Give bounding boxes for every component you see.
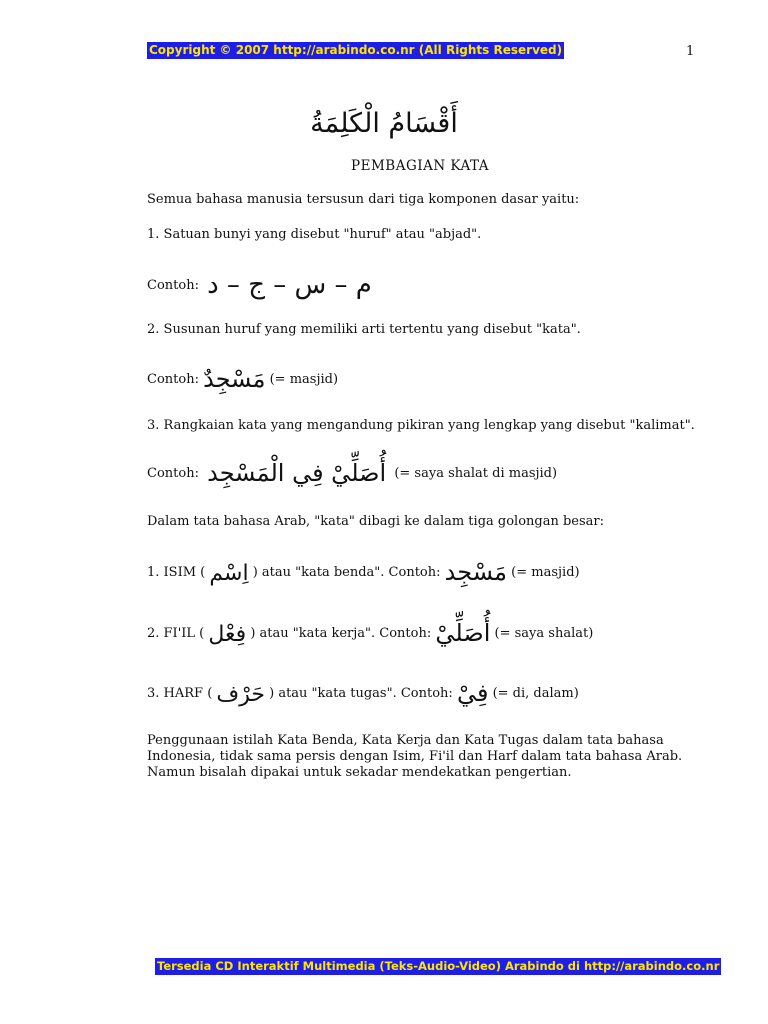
isim-arabic: اِسْم [209,561,249,586]
arabic-title: أَقْسَامُ الْكَلِمَةُ [310,108,458,139]
page-title: PEMBAGIAN KATA [351,158,489,174]
item-3-example [147,459,557,487]
footer-banner: Tersedia CD Interaktif Multimedia (Teks-Audio-Video) Arabindo di http://arabindo.co.nr [157,959,720,973]
intro-text: Semua bahasa manusia tersusun dari tiga komponen dasar yaitu: [147,192,580,207]
example-meaning: (= masjid) [269,372,339,387]
page-number: 1 [686,44,695,59]
item-1-example [147,270,372,300]
example-label: Contoh: [147,372,199,387]
division-description: ) atau "kata tugas". Contoh: [269,686,453,701]
division-prefix: 3. HARF ( [147,686,213,701]
closing-paragraph: Penggunaan istilah Kata Benda, Kata Kerja dan Kata Tugas dalam tata bahasa Indonesia, tidak sama persis dengan Isim, Fi'il dan Harf dalam tata bahasa Arab. Namun bisalah dipakai untuk sekadar mendekatkan pengertian. [147,733,683,780]
division-meaning: (= di, dalam) [492,686,579,701]
example-label: Contoh: [147,466,199,481]
division-prefix: 2. FI'IL ( [147,626,205,641]
letters-example-arabic: م – س – ج – د [207,270,372,300]
division-intro: Dalam tata bahasa Arab, "kata" dibagi ke dalam tiga golongan besar: [147,514,605,529]
division-isim [147,558,580,586]
example-meaning: (= saya shalat di masjid) [394,466,558,481]
division-description: ) atau "kata benda". Contoh: [252,565,441,580]
division-meaning: (= saya shalat) [494,626,594,641]
division-prefix: 1. ISIM ( [147,565,206,580]
copyright-banner: Copyright © 2007 http://arabindo.co.nr (All Rights Reserved) [149,43,563,57]
harf-arabic: حَرْف [216,682,265,707]
division-harf [147,679,579,707]
isim-example-arabic: مَسْجِد [444,558,508,586]
fiil-arabic: فِعْل [208,622,247,647]
word-example-arabic: مَسْجِدٌ [203,365,266,393]
harf-example-arabic: فِيْ [456,679,489,707]
example-label: Contoh: [147,278,199,293]
item-2-text: 2. Susunan huruf yang memiliki arti tertentu yang disebut "kata". [147,322,581,337]
item-2-example [147,365,338,393]
division-meaning: (= masjid) [511,565,580,580]
sentence-example-arabic: أُصَلِّيْ فِي الْمَسْجِد [207,459,387,487]
division-fiil [147,619,593,647]
item-1-text: 1. Satuan bunyi yang disebut "huruf" atau "abjad". [147,227,482,242]
fiil-example-arabic: أُصَلِّيْ [435,619,491,647]
item-3-text: 3. Rangkaian kata yang mengandung pikiran yang lengkap yang disebut "kalimat". [147,418,695,433]
division-description: ) atau "kata kerja". Contoh: [250,626,432,641]
